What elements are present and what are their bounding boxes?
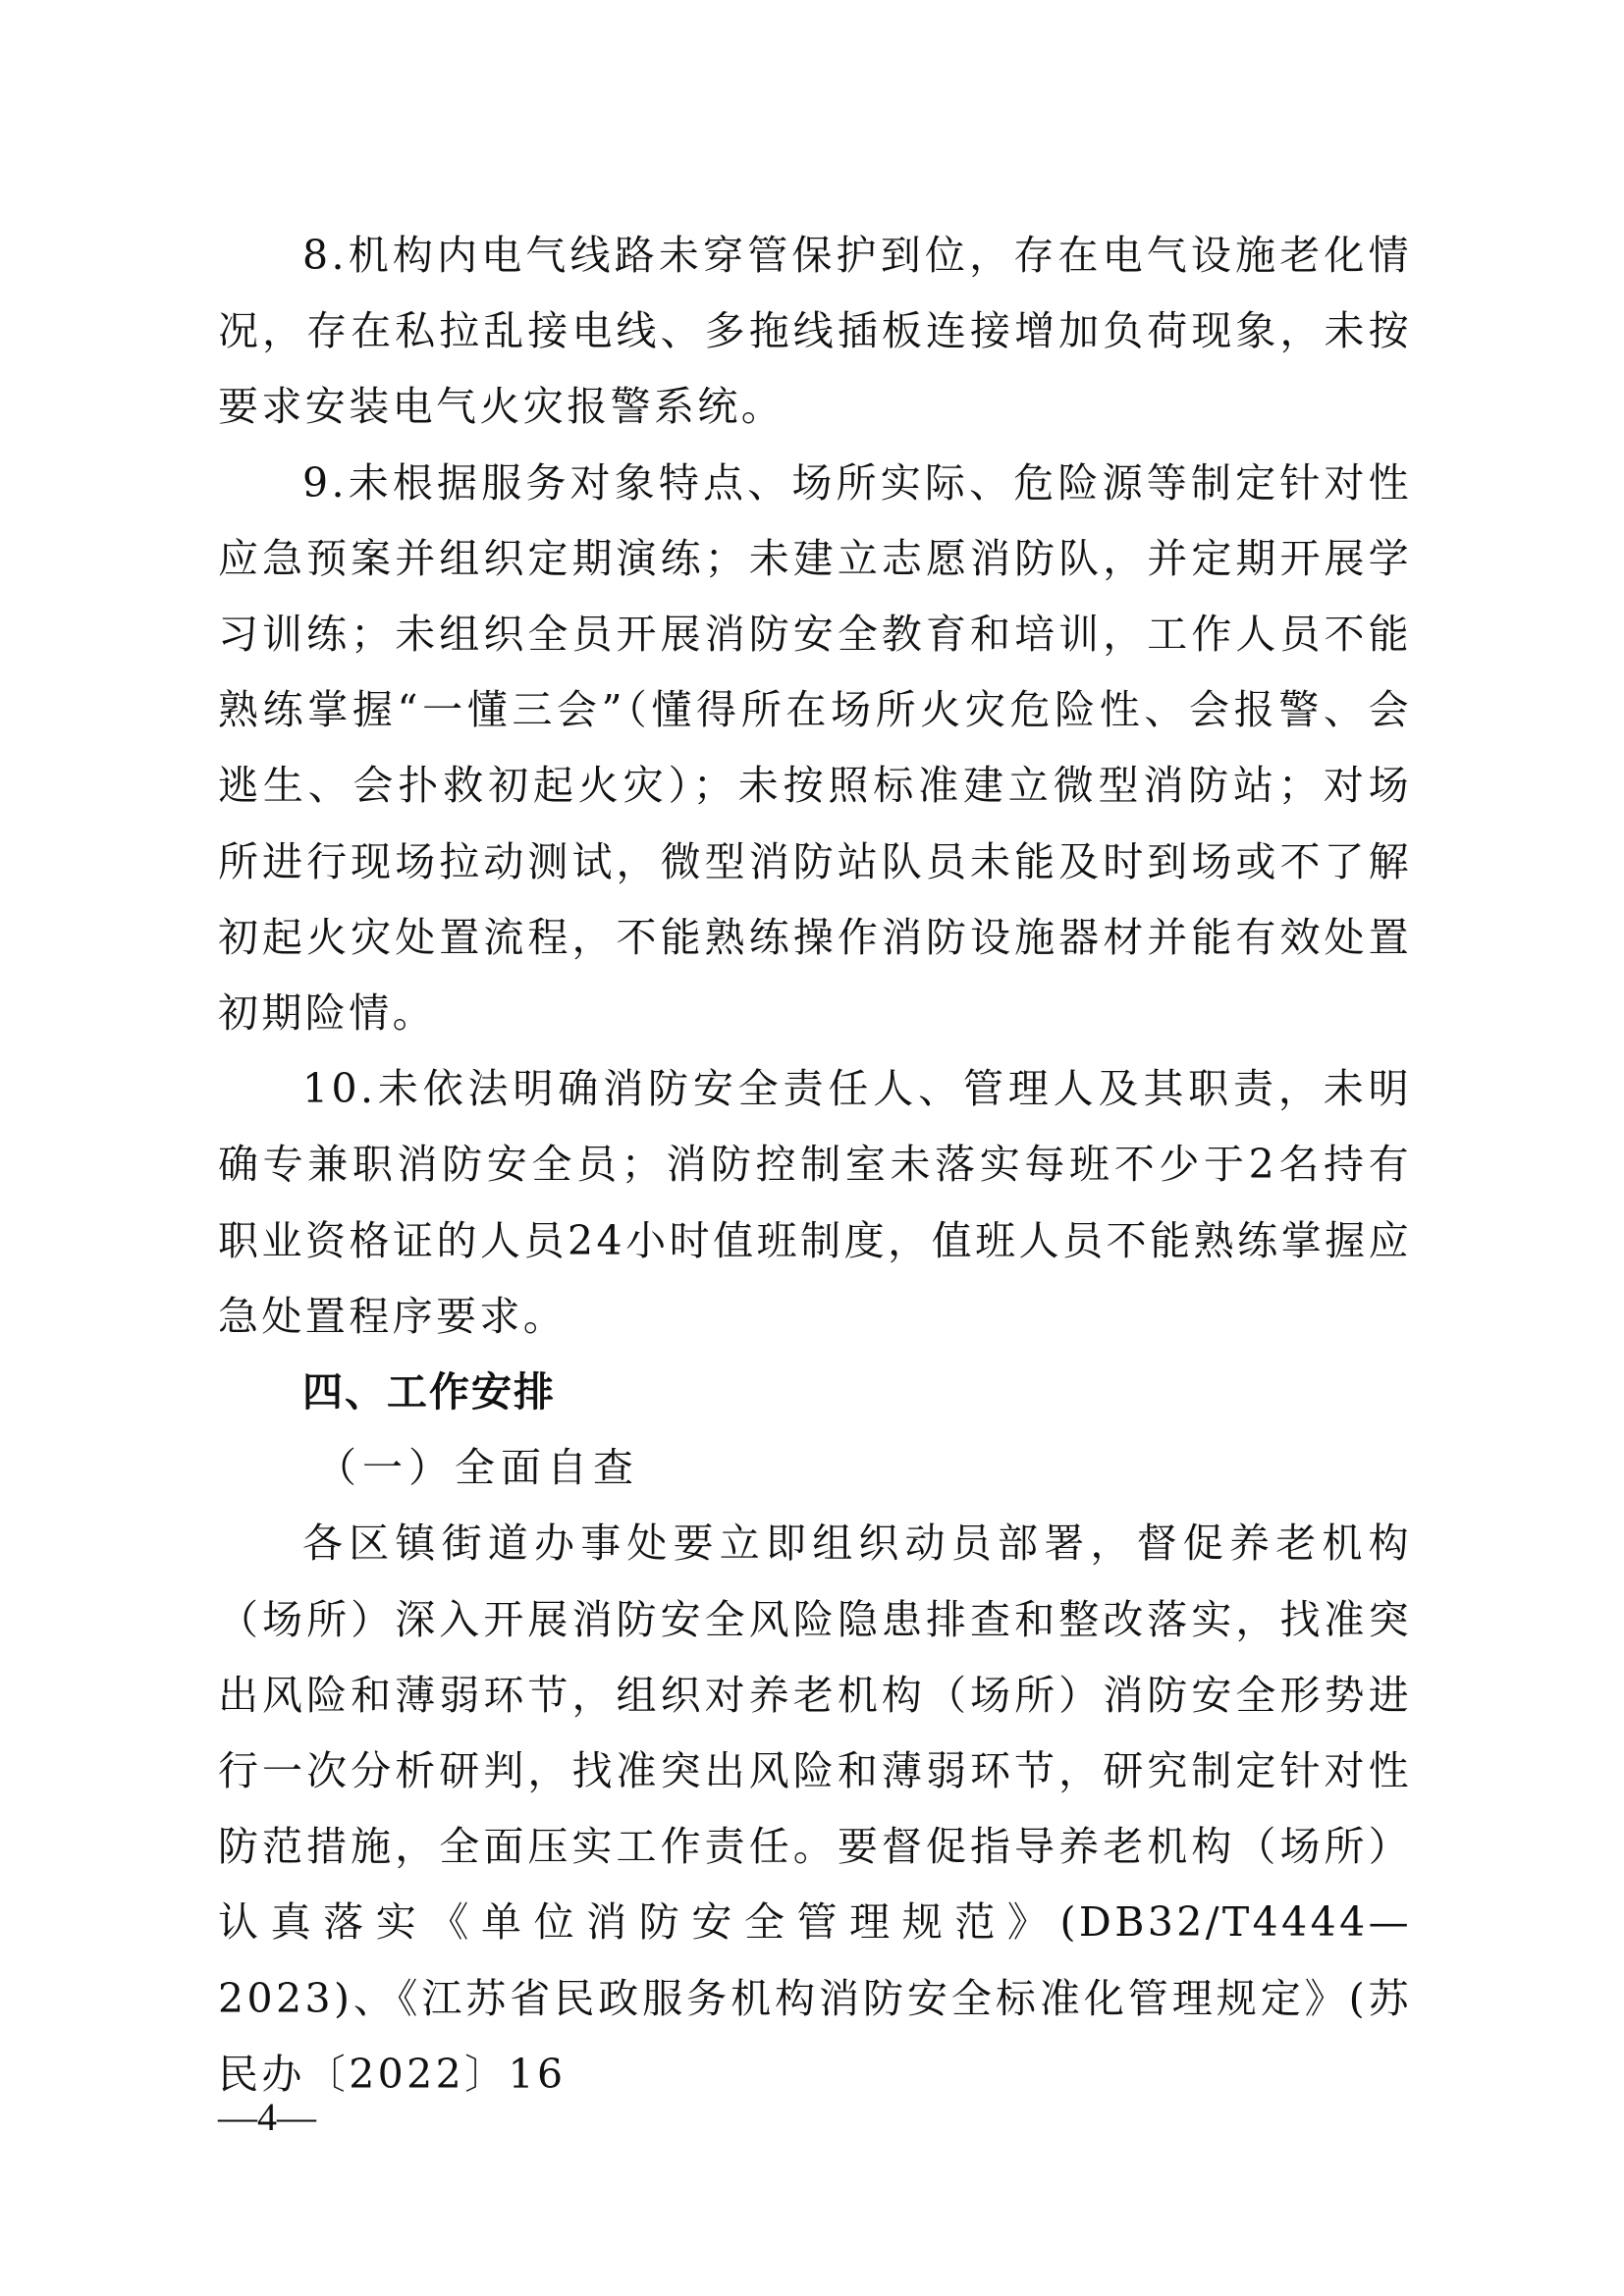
section-heading-work-arrangement: 四、工作安排	[302, 1368, 556, 1416]
item-10-paragraph: 10.未依法明确消防安全责任人、管理人及其职责，未明确专兼职消防安全员；消防控制室未落实每班不少于2名持有职业资格证的人员24小时值班制度，值班人员不能熟练掌握应急处置程序要求。	[218, 1065, 1412, 1340]
subheading-self-inspection: （一）全面自查	[316, 1444, 639, 1492]
page-number: —4—	[218, 2095, 316, 2139]
document-page	[218, 218, 1412, 2112]
self-inspection-paragraph: 各区镇街道办事处要立即组织动员部署，督促养老机构（场所）深入开展消防安全风险隐患排查和整改落实，找准突出风险和薄弱环节，组织对养老机构（场所）消防安全形势进行一次分析研判，找准突出风险和薄弱环节，研究制定针对性防范措施，全面压实工作责任。要督促指导养老机构（场所）认真落实《单位消防安全管理规范》(DB32/T4444—2023)、《江苏省民政服务机构消防安全标准化管理规定》(苏民办〔2022〕16	[218, 1520, 1412, 2098]
item-9-paragraph: 9.未根据服务对象特点、场所实际、危险源等制定针对性应急预案并组织定期演练；未建立志愿消防队，并定期开展学习训练；未组织全员开展消防安全教育和培训，工作人员不能熟练掌握“一懂三会”（懂得所在场所火灾危险性、会报警、会逃生、会扑救初起火灾）；未按照标准建立微型消防站；对场所进行现场拉动测试，微型消防站队员未能及时到场或不了解初起火灾处置流程，不能熟练操作消防设施器材并能有效处置初期险情。	[218, 458, 1412, 1038]
item-8-paragraph: 8.机构内电气线路未穿管保护到位，存在电气设施老化情况，存在私拉乱接电线、多拖线插板连接增加负荷现象，未按要求安装电气火灾报警系统。	[218, 232, 1412, 431]
